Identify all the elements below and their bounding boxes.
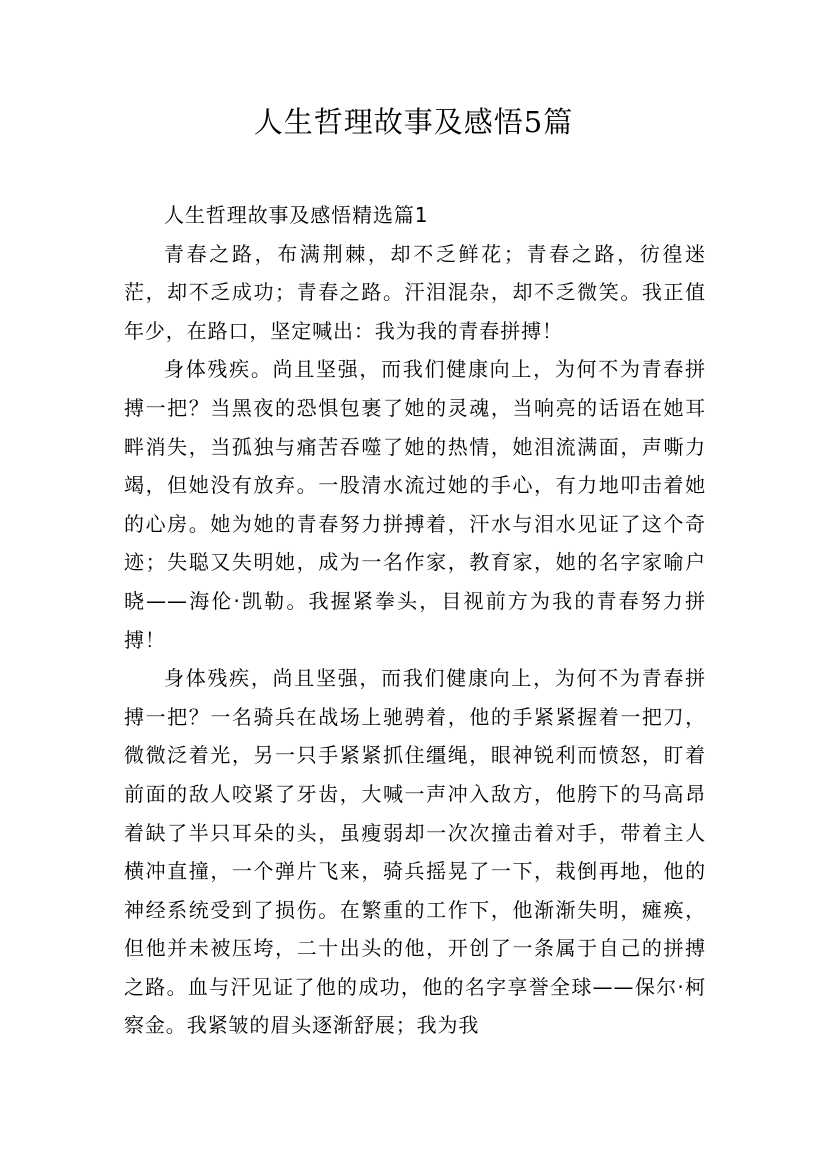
section-heading: 人生哲理故事及感悟精选篇1: [164, 203, 429, 227]
paragraph-3: 身体残疾，尚且坚强，而我们健康向上，为何不为青春拼搏一把？一名骑兵在战场上驰骋着，他的手紧紧握着一把刀，微微泛着光，另一只手紧紧抓住缰绳，眼神锐利而愤怒，盯着前面的敌人咬紧了牙齿，大喊一声冲入敌方，他胯下的马高昂着缺了半只耳朵的头，虽瘦弱却一次次撞击着对手，带着主人横冲直撞，一个弹片飞来，骑兵摇晃了一下，栽倒再地，他的神经系统受到了损伤。在繁重的工作下，他渐渐失明，瘫痪，但他并未被压垮，二十出头的他，开创了一条属于自己的拼搏之路。血与汗见证了他的成功，他的名字享誉全球——保尔·柯察金。我紧皱的眉头逐渐舒展；我为我: [124, 666, 706, 1038]
paragraph-1: 青春之路，布满荆棘，却不乏鲜花；青春之路，彷徨迷茫，却不乏成功；青春之路。汗泪混杂，却不乏微笑。我正值年少，在路口，坚定喊出：我为我的青春拼搏！: [124, 241, 706, 343]
document-body: [124, 196, 706, 1045]
paragraph-2: 身体残疾。尚且坚强，而我们健康向上，为何不为青春拼搏一把？当黑夜的恐惧包裹了她的灵魂，当响亮的话语在她耳畔消失，当孤独与痛苦吞噬了她的热情，她泪流满面，声嘶力竭，但她没有放弃。一股清水流过她的手心，有力地叩击着她的心房。她为她的青春努力拼搏着，汗水与泪水见证了这个奇迹；失聪又失明她，成为一名作家，教育家，她的名字家喻户晓——海伦·凯勒。我握紧拳头，目视前方为我的青春努力拼搏！: [124, 357, 706, 652]
document-title: 人生哲理故事及感悟5篇: [253, 105, 574, 139]
